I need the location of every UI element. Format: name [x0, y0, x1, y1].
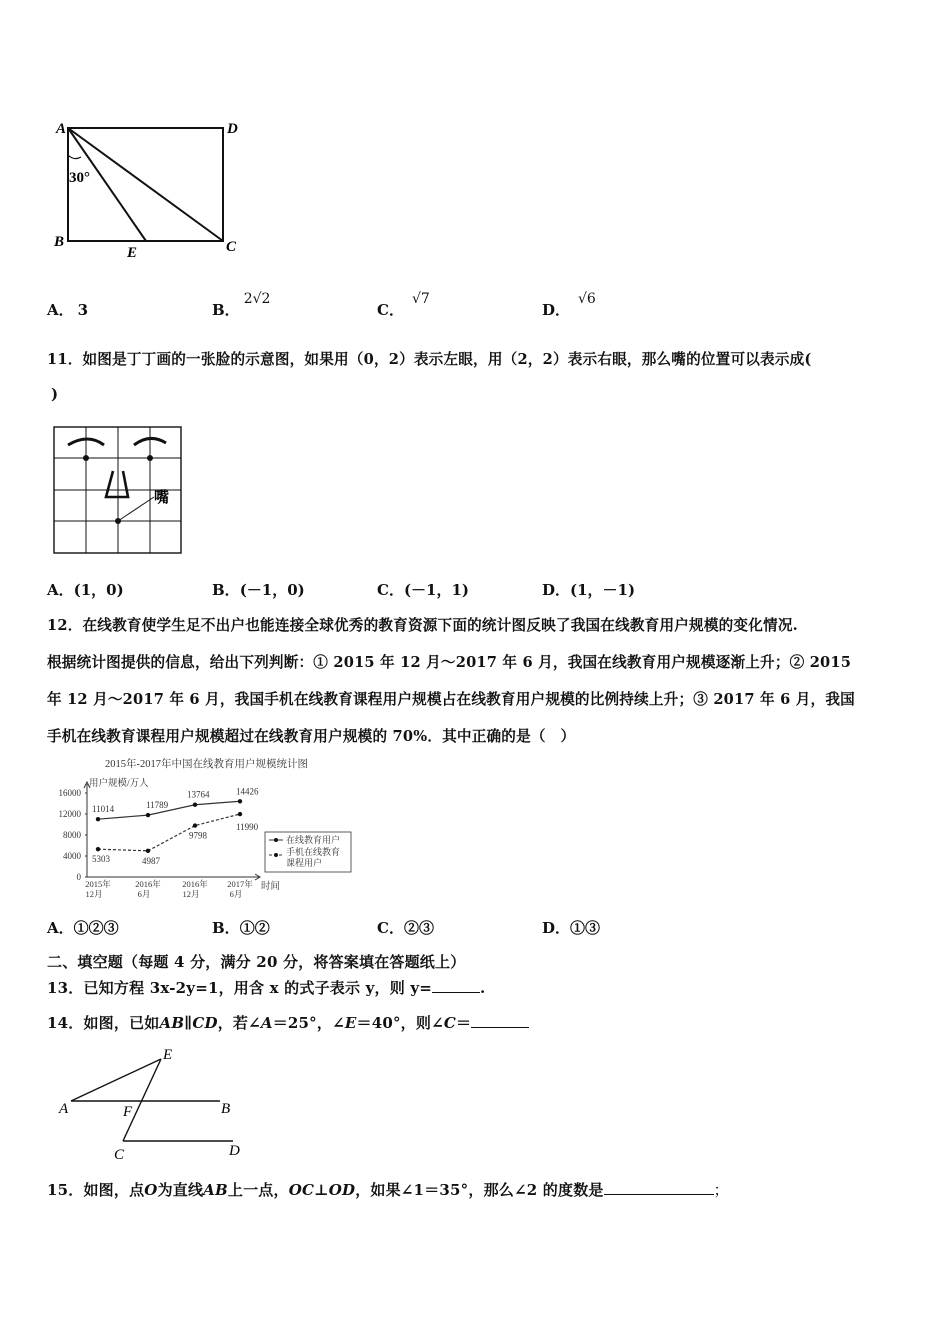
option-key: B．	[212, 581, 240, 599]
x-tick-label: 2016年	[182, 879, 208, 889]
label-a: A	[59, 1101, 69, 1117]
label-a: A	[56, 121, 67, 137]
q10-option-b[interactable]	[212, 291, 271, 320]
option-value: 2√2	[243, 291, 271, 307]
legend-label-1: 在线教育用户	[286, 835, 341, 845]
data-point	[146, 849, 150, 853]
option-value: √6	[578, 291, 596, 307]
label-e: E	[163, 1047, 173, 1063]
option-key: A．	[47, 919, 74, 937]
q15-mid1: 为直线	[157, 1181, 204, 1199]
q14-prefix: 14．如图，已如	[47, 1014, 160, 1032]
label-b: B	[221, 1101, 231, 1117]
q14-mid4: ＝	[455, 1014, 472, 1032]
series-line-1	[98, 801, 240, 819]
option-key: C．	[377, 301, 404, 319]
left-eye	[83, 455, 89, 461]
data-point	[96, 817, 100, 821]
option-value: 3	[77, 301, 89, 319]
x-tick-label: 2017年	[227, 879, 253, 889]
angle-label: 30°	[69, 170, 90, 186]
q11-option-a[interactable]	[47, 579, 124, 600]
q12-option-d[interactable]	[542, 917, 600, 938]
legend-label-2b: 课程用户	[286, 858, 323, 868]
q12-option-b[interactable]	[212, 917, 270, 938]
label-d: D	[229, 1143, 240, 1159]
legend-marker-2	[274, 853, 278, 857]
option-key: A．	[47, 581, 74, 599]
q12-text-line3: 年 12 月～2017 年 6 月，我国手机在线教育课程用户规模占在线教育用户规模的比例持续上升；③ 2017 年 6 月，我国	[47, 691, 855, 708]
q11-option-c[interactable]	[377, 579, 469, 600]
data-point	[238, 812, 242, 816]
legend-label-2: 手机在线教育	[286, 847, 341, 857]
data-point	[96, 847, 100, 851]
q14-mid1: ，若∠	[217, 1014, 261, 1032]
label-c: C	[114, 1147, 125, 1161]
angle-arc	[68, 155, 81, 159]
data-label: 11789	[146, 800, 169, 811]
option-value: ①②③	[73, 919, 119, 937]
q14-angle-c: C	[443, 1014, 456, 1032]
option-value: √7	[411, 291, 430, 307]
q12-text-line1: 12．在线教育使学生足不出户也能连接全球优秀的教育资源下面的统计图反映了我国在线教育用户规模的变化情况.	[47, 617, 798, 634]
q15-line	[47, 1179, 729, 1200]
y-tick-label: 12000	[58, 809, 81, 819]
option-key: B．	[212, 919, 240, 937]
option-value: (1，0)	[73, 581, 124, 599]
q14-line	[47, 1012, 529, 1033]
label-b: B	[54, 234, 65, 250]
data-point	[193, 823, 197, 827]
x-tick-label: 12月	[182, 889, 200, 899]
y-tick-label: 8000	[63, 830, 81, 840]
option-key: C．	[377, 581, 404, 599]
option-key: B．	[212, 301, 240, 319]
data-label: 14426	[236, 786, 259, 797]
data-point	[193, 803, 197, 807]
q13-line	[47, 977, 485, 998]
q13-answer-blank[interactable]	[432, 978, 480, 993]
q15-point-o: O	[144, 1181, 158, 1199]
option-value: ①②	[239, 919, 270, 937]
q11-text-line1: 11．如图是丁丁画的一张脸的示意图，如果用（0，2）表示左眼，用（2，2）表示右眼，那么嘴的位置可以表示成(	[47, 351, 812, 368]
q12-text-line4: 手机在线教育课程用户规模超过在线教育用户规模的 70%．其中正确的是（ ）	[47, 728, 576, 745]
q14-answer-blank[interactable]	[471, 1013, 529, 1028]
q14-figure	[55, 1043, 255, 1161]
y-axis-label: 用户规模/万人	[89, 779, 149, 789]
label-f: F	[123, 1104, 133, 1120]
q12-line-chart	[55, 756, 365, 906]
y-tick-label: 0	[76, 872, 81, 882]
right-eye	[147, 455, 153, 461]
legend-marker-1	[274, 838, 278, 842]
series-line-2	[98, 814, 240, 851]
label-c: C	[226, 239, 237, 255]
x-tick-label: 2016年	[135, 879, 161, 889]
data-point	[238, 799, 242, 803]
x-axis-label: 时间	[261, 882, 281, 892]
label-d: D	[227, 121, 238, 137]
segment-ec	[123, 1059, 161, 1141]
y-tick-label: 4000	[63, 851, 81, 861]
data-point	[146, 813, 150, 817]
option-value: (－1，0)	[239, 581, 305, 599]
mouth-pointer	[118, 497, 154, 521]
q15-answer-blank[interactable]	[604, 1180, 714, 1195]
q12-option-c[interactable]	[377, 917, 434, 938]
data-label: 11014	[92, 804, 115, 815]
segment-ac	[68, 128, 223, 241]
option-value: (－1，1)	[403, 581, 470, 599]
mouth-label: 嘴	[154, 488, 170, 506]
x-tick-label: 2015年	[85, 879, 111, 889]
option-value: ②③	[403, 919, 434, 937]
section2-title: 二、填空题（每题 4 分，满分 20 分，将答案填在答题纸上）	[47, 953, 466, 971]
q15-cond: OC⊥OD	[288, 1181, 356, 1199]
option-value: (1，－1)	[570, 581, 636, 599]
q10-option-d[interactable]	[542, 291, 596, 320]
q12-text-line2: 根据统计图提供的信息，给出下列判断：① 2015 年 12 月～2017 年 6 月，我国在线教育用户规模逐渐上升；② 2015	[47, 654, 852, 671]
data-label: 13764	[187, 789, 210, 800]
q11-face-grid	[50, 423, 190, 558]
q15-mid3: ，如果∠1＝35°，那么∠2 的度数是	[355, 1181, 604, 1199]
q14-angle-e: E	[344, 1014, 357, 1032]
label-e: E	[127, 245, 138, 261]
q14-angle-a: A	[260, 1014, 273, 1032]
q11-text-line2: )	[51, 385, 59, 403]
q10-option-a[interactable]	[47, 299, 88, 320]
option-key: C．	[377, 919, 404, 937]
data-label: 9798	[189, 830, 207, 841]
y-tick-label: 16000	[58, 788, 81, 798]
q15-end: ；	[713, 1181, 729, 1199]
option-key: D．	[542, 919, 571, 937]
q14-mid2: ＝25°，∠	[272, 1014, 345, 1032]
nose	[106, 471, 128, 497]
q15-prefix: 15．如图，点	[47, 1181, 145, 1199]
x-tick-label: 12月	[85, 889, 103, 899]
chart-title: 2015年-2017年中国在线教育用户规模统计图	[105, 759, 308, 770]
q11-option-b[interactable]	[212, 579, 305, 600]
data-label: 4987	[142, 855, 160, 866]
q10-figure	[50, 115, 250, 265]
option-value: ①③	[570, 919, 601, 937]
q13-end: .	[480, 979, 486, 997]
q11-option-d[interactable]	[542, 579, 635, 600]
x-tick-label: 6月	[137, 889, 151, 899]
q15-mid2: 上一点，	[227, 1181, 289, 1199]
q13-text: 13．已知方程 3x-2y=1，用含 x 的式子表示 y，则 y=	[47, 979, 433, 997]
q10-option-c[interactable]	[377, 291, 430, 320]
segment-ae	[71, 1059, 161, 1101]
q12-option-a[interactable]	[47, 917, 119, 938]
x-tick-label: 6月	[229, 889, 243, 899]
option-key: D．	[542, 581, 571, 599]
data-label: 11990	[236, 822, 259, 833]
data-label: 5303	[92, 854, 110, 865]
option-key: D．	[542, 301, 571, 319]
option-key: A．	[47, 301, 74, 319]
q15-line-ab: AB	[203, 1181, 228, 1199]
q14-cond: AB∥CD	[159, 1014, 218, 1032]
q14-mid3: ＝40°，则∠	[356, 1014, 444, 1032]
